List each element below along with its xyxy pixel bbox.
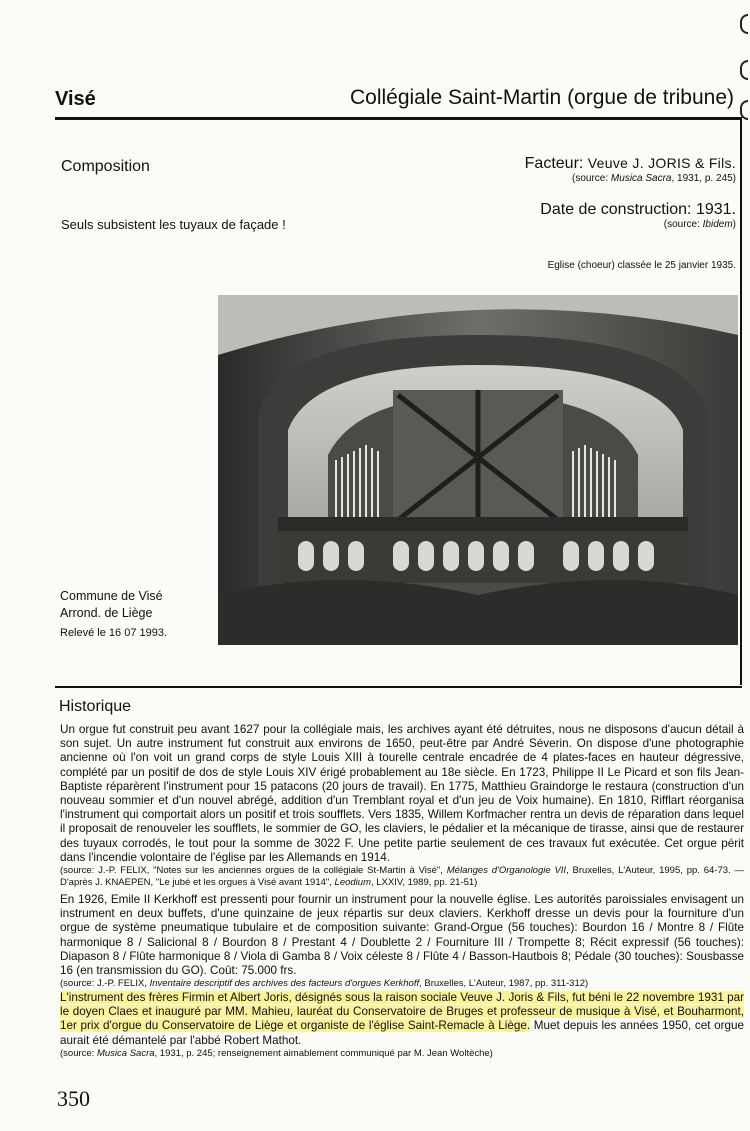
- composition-label: Composition: [61, 158, 150, 175]
- arrondissement: Arrond. de Liège: [60, 606, 153, 620]
- historique-label: Historique: [59, 698, 132, 715]
- city-heading: Visé: [55, 88, 96, 110]
- historique-source-3: (source: Musica Sacra, 1931, p. 245; renseignement aimablement communiqué par M. Jean Woltèche): [60, 1047, 493, 1059]
- page-title: Collégiale Saint-Martin (orgue de tribune): [349, 86, 734, 109]
- historique-paragraph-3: L'instrument des frères Firmin et Albert Joris, désignés sous la raison sociale Veuve J. Joris & Fils, fut béni le 22 novembre 1931 par le doyen Claes et inauguré par MM. Mahieu, lauréat du Conservatoire de Bruges et professeur de musique à Visé, et Bouharmont, 1er prix d'orgue du Conservatoire de Liège et organiste de l'église Saint-Remacle à Liège. Muet depuis les années 1950, cet orgue aurait été démantelé par l'abbé Robert Mathot. (source: Musica Sacra, 1931, p. 245; renseignement aimablement communiqué par M. Jean Woltèche): [60, 991, 744, 1059]
- scan-binding-marks: [738, 0, 750, 130]
- historique-source-1: (source: J.-P. FELIX, "Notes sur les anciennes orgues de la collégiale St-Martin à Visé", Mélanges d'Organologie VII, Bruxelles, L'Auteur, 1995, pp. 64-73. — D'après J. KNAEPEN, "Le jubé et les orgues à Visé avant 1914", Leodium, LXXIV, 1989, pp. 21-51): [60, 865, 744, 889]
- commune-name: Commune de Visé: [60, 589, 163, 603]
- organ-photograph: [218, 295, 738, 645]
- composition-text: Seuls subsistent les tuyaux de façade !: [61, 217, 286, 232]
- page-number: 350: [57, 1086, 90, 1111]
- date-block: [540, 201, 736, 230]
- top-rule: [55, 117, 742, 120]
- classee-note: Eglise (choeur) classée le 25 janvier 1935.: [547, 260, 736, 271]
- facteur-label: Facteur:: [524, 155, 584, 172]
- facteur-source: (source: Musica Sacra, 1931, p. 245): [572, 173, 736, 184]
- commune-info: [60, 588, 163, 622]
- historique-source-2: (source: J.-P. FELIX, Inventaire descriptif des archives des facteurs d'orgues Kerkhoff, Bruxelles, L'Auteur, 1987, pp. 311-312): [60, 978, 589, 990]
- facteur-name: Veuve J. JORIS & Fils.: [587, 155, 736, 171]
- facteur-block: [525, 155, 736, 184]
- date-source: (source: Ibidem): [663, 219, 736, 230]
- historique-paragraph-1: Un orgue fut construit peu avant 1627 pour la collégiale mais, les archives ayant été détruites, nous ne disposons d'aucun détail à son sujet. Un autre instrument fut construit aux environs de 1650, peut-être par André Séverin. On dispose d'une photographie ancienne où l'on voit un grand corps de style Louis XIII à tourelle centrale encadrée de 4 plates-faces en hauteur dégressive, complété par un positif de dos de style Louis XIV érigé probablement au 18e siècle. En 1723, Philippe II Le Picard et son fils Jean-Baptiste réparèrent l'instrument pour 15 patacons (20 jours de travail). En 1775, Matthieu Graindorge le restaura (construction d'un nouveau sommier et d'un nouvel abrégé, addition d'un Tremblant royal et d'un jeu de Voix humaine). En 1810, Rifflart réorganisa l'instrument qui comportait alors un positif et trois soufflets. Vers 1835, Willem Korfmacher rentra un devis de réparation dans lequel il proposait de renouveler les soufflets, le sommier de GO, les claviers, le pédalier et la mécanique de tirasse, ainsi que de restaurer des tuyaux corrodés, le tout pour la somme de 3022 F. Une petite partie seulement de ces travaux fut exécutée. Cet orgue périt dans l'incendie volontaire de l'église par les Allemands en 1914. (source: J.-P. FELIX, "Notes sur les anciennes orgues de la collégiale St-Martin à Visé", Mélanges d'Organologie VII, Bruxelles, L'Auteur, 1995, pp. 64-73. — D'après J. KNAEPEN, "Le jubé et les orgues à Visé avant 1914", Leodium, LXXIV, 1989, pp. 21-51): [60, 723, 744, 889]
- historique-rule: [55, 686, 742, 688]
- side-rule: [740, 117, 742, 685]
- highlighted-text: L'instrument des frères Firmin et Albert Joris, désignés sous la raison sociale Veuve J. Joris & Fils, fut béni le 22 novembre 1931 par le doyen Claes et inauguré par MM. Mahieu, lauréat du Conservatoire de Bruges et professeur de musique à Visé, et Bouharmont, 1er prix d'orgue du Conservatoire de Liège et organiste de l'église Saint-Remacle à Liège.: [60, 991, 744, 1033]
- releve-date: Relevé le 16 07 1993.: [60, 627, 168, 639]
- historique-paragraph-2: En 1926, Emile II Kerkhoff est pressenti pour fournir un instrument pour la nouvelle église. Les autorités paroissiales envisagent un instrument en deux buffets, d'une quinzaine de jeux répartis sur deux claviers. Kerkhoff dresse un devis pour la fourniture d'un orgue de système pneumatique tubulaire et de composition suivante: Grand-Orgue (56 touches): Bourdon 16 / Montre 8 / Flûte harmonique 8 / Salicional 8 / Bourdon 8 / Prestant 4 / Doublette 2 / Fourniture III / Trompette 8; Récit expressif (56 touches): Diapason 8 / Flûte harmonique 8 / Viola di Gamba 8 / Voix céleste 8 / Flûte 4 / Basson-Hautbois 8; Pédale (30 touches): Sousbasse 16 (en transmission du GO). Coût: 75.000 frs. (source: J.-P. FELIX, Inventaire descriptif des archives des facteurs d'orgues Kerkhoff, Bruxelles, L'Auteur, 1987, pp. 311-312): [60, 893, 744, 990]
- date-value: 1931.: [695, 201, 736, 218]
- date-label: Date de construction:: [540, 201, 692, 218]
